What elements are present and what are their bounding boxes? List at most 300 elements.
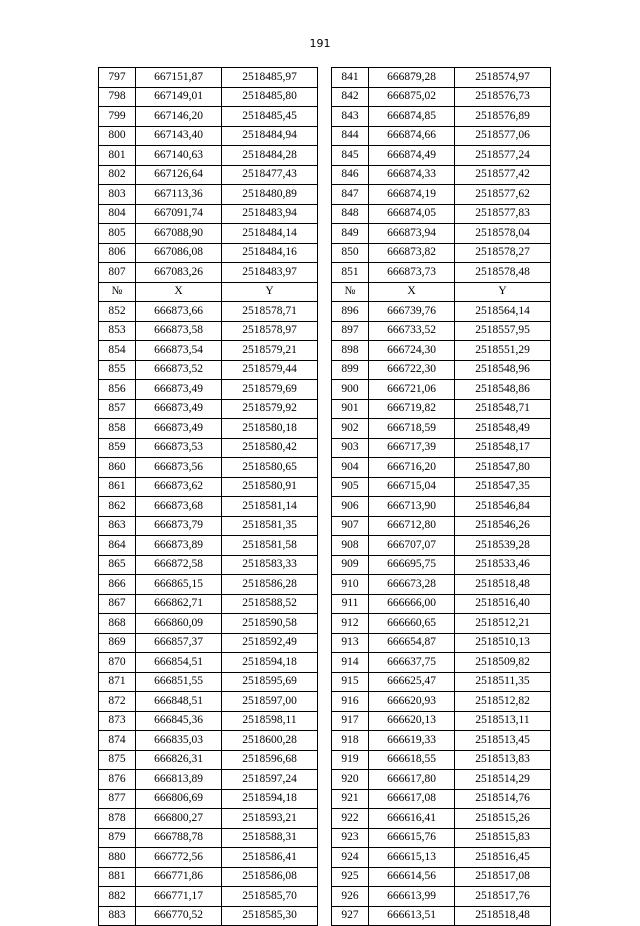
right-y-coordinate-cell: 2518517,08 bbox=[455, 867, 551, 887]
left-x-coordinate-cell: 666873,79 bbox=[136, 516, 222, 536]
right-y-coordinate-cell: 2518551,29 bbox=[455, 341, 551, 361]
left-y-coordinate-cell: 2518600,28 bbox=[222, 731, 318, 751]
table-row bbox=[99, 165, 551, 185]
left-x-coordinate-cell: 666862,71 bbox=[136, 594, 222, 614]
table-row bbox=[99, 107, 551, 127]
right-x-coordinate-cell: 666717,39 bbox=[369, 438, 455, 458]
left-x-coordinate-cell: 666873,53 bbox=[136, 438, 222, 458]
left-point-number-cell: 864 bbox=[99, 536, 136, 556]
left-point-number-cell: 866 bbox=[99, 575, 136, 595]
column-gap bbox=[318, 750, 332, 770]
right-x-coordinate-cell: 666673,28 bbox=[369, 575, 455, 595]
left-x-coordinate-cell: 667083,26 bbox=[136, 263, 222, 283]
right-point-number-cell: 843 bbox=[332, 107, 369, 127]
left-point-number-cell: 803 bbox=[99, 185, 136, 205]
left-point-number-cell: 801 bbox=[99, 146, 136, 166]
right-y-coordinate-cell: 2518511,35 bbox=[455, 672, 551, 692]
left-x-coordinate-cell: 666873,54 bbox=[136, 341, 222, 361]
column-gap bbox=[318, 692, 332, 712]
table-row bbox=[99, 731, 551, 751]
column-gap bbox=[318, 204, 332, 224]
table-row bbox=[99, 516, 551, 536]
right-x-coordinate-cell: 666613,51 bbox=[369, 906, 455, 926]
left-y-coordinate-cell: 2518579,92 bbox=[222, 399, 318, 419]
right-point-number-cell: 908 bbox=[332, 536, 369, 556]
right-y-coordinate-cell: 2518516,40 bbox=[455, 594, 551, 614]
column-gap bbox=[318, 633, 332, 653]
right-point-number-cell: 915 bbox=[332, 672, 369, 692]
right-y-coordinate-cell: 2518547,35 bbox=[455, 477, 551, 497]
right-x-coordinate-cell: 666625,47 bbox=[369, 672, 455, 692]
right-point-number-cell: 926 bbox=[332, 887, 369, 907]
left-y-coordinate-cell: 2518586,41 bbox=[222, 848, 318, 868]
left-point-number-cell: 800 bbox=[99, 126, 136, 146]
column-gap bbox=[318, 575, 332, 595]
table-row bbox=[99, 185, 551, 205]
table-row bbox=[99, 360, 551, 380]
right-point-number-cell: 844 bbox=[332, 126, 369, 146]
left-point-number-cell: 882 bbox=[99, 887, 136, 907]
column-gap bbox=[318, 224, 332, 244]
right-y-coordinate-cell: 2518513,83 bbox=[455, 750, 551, 770]
right-x-coordinate-cell: 666617,08 bbox=[369, 789, 455, 809]
coordinates-table bbox=[98, 67, 551, 926]
right-point-number-cell: 911 bbox=[332, 594, 369, 614]
left-y-coordinate-cell: 2518480,89 bbox=[222, 185, 318, 205]
left-point-number-cell: 852 bbox=[99, 302, 136, 322]
right-x-coordinate-cell: 666873,73 bbox=[369, 263, 455, 283]
left-point-number-cell: 858 bbox=[99, 419, 136, 439]
table-row bbox=[99, 263, 551, 283]
column-gap bbox=[318, 458, 332, 478]
right-x-coordinate-cell: 666874,33 bbox=[369, 165, 455, 185]
left-y-coordinate-cell: 2518484,16 bbox=[222, 243, 318, 263]
right-point-number-cell: 846 bbox=[332, 165, 369, 185]
right-y-coordinate-cell: 2518546,84 bbox=[455, 497, 551, 517]
column-gap bbox=[318, 477, 332, 497]
table-row bbox=[99, 750, 551, 770]
right-x-coordinate-cell: 666733,52 bbox=[369, 321, 455, 341]
left-point-number-cell: 861 bbox=[99, 477, 136, 497]
page-number: 191 bbox=[309, 37, 331, 50]
right-x-coordinate-cell: 666695,75 bbox=[369, 555, 455, 575]
left-x-coordinate-cell: 667126,64 bbox=[136, 165, 222, 185]
right-x-coordinate-cell: 666718,59 bbox=[369, 419, 455, 439]
right-point-number-cell: 913 bbox=[332, 633, 369, 653]
column-gap bbox=[318, 87, 332, 107]
left-y-coordinate-cell: 2518483,94 bbox=[222, 204, 318, 224]
table-row bbox=[99, 633, 551, 653]
column-gap bbox=[318, 165, 332, 185]
left-point-number-cell: 854 bbox=[99, 341, 136, 361]
left-y-coordinate-cell: 2518586,28 bbox=[222, 575, 318, 595]
column-gap bbox=[318, 341, 332, 361]
table-row bbox=[99, 438, 551, 458]
left-point-number-cell: 865 bbox=[99, 555, 136, 575]
right-point-number-cell: 910 bbox=[332, 575, 369, 595]
left-y-coordinate-cell: 2518578,97 bbox=[222, 321, 318, 341]
right-y-coordinate-cell: 2518574,97 bbox=[455, 68, 551, 88]
left-y-coordinate-cell: 2518581,14 bbox=[222, 497, 318, 517]
table-row bbox=[99, 68, 551, 88]
right-y-coordinate-cell: 2518576,73 bbox=[455, 87, 551, 107]
right-y-coordinate-cell: 2518557,95 bbox=[455, 321, 551, 341]
left-point-number-cell: 857 bbox=[99, 399, 136, 419]
left-x-coordinate-cell: 667143,40 bbox=[136, 126, 222, 146]
left-point-number-cell: 802 bbox=[99, 165, 136, 185]
right-x-coordinate-cell: 666617,80 bbox=[369, 770, 455, 790]
right-y-coordinate-cell: 2518514,29 bbox=[455, 770, 551, 790]
left-point-number-cell: 878 bbox=[99, 809, 136, 829]
left-x-coordinate-cell: 667113,36 bbox=[136, 185, 222, 205]
left-x-coordinate-cell: 666788,78 bbox=[136, 828, 222, 848]
column-gap bbox=[318, 594, 332, 614]
right-y-coordinate-cell: 2518515,83 bbox=[455, 828, 551, 848]
right-x-coordinate-cell: 666712,80 bbox=[369, 516, 455, 536]
left-point-number-cell: 874 bbox=[99, 731, 136, 751]
column-gap bbox=[318, 399, 332, 419]
left-point-number-cell: 853 bbox=[99, 321, 136, 341]
right-point-number-cell: 905 bbox=[332, 477, 369, 497]
right-point-number-cell: 909 bbox=[332, 555, 369, 575]
left-x-coordinate-cell: 666851,55 bbox=[136, 672, 222, 692]
right-point-number-cell: 850 bbox=[332, 243, 369, 263]
right-point-number-cell: 901 bbox=[332, 399, 369, 419]
left-x-coordinate-cell: 666873,56 bbox=[136, 458, 222, 478]
left-point-number-cell: 806 bbox=[99, 243, 136, 263]
column-gap bbox=[318, 438, 332, 458]
right-y-coordinate-cell: 2518518,48 bbox=[455, 906, 551, 926]
right-y-coordinate-cell: 2518548,86 bbox=[455, 380, 551, 400]
right-y-coordinate-cell: 2518533,46 bbox=[455, 555, 551, 575]
table-row bbox=[99, 653, 551, 673]
right-x-coordinate-cell: 666873,82 bbox=[369, 243, 455, 263]
right-point-number-cell: 904 bbox=[332, 458, 369, 478]
right-point-number-cell: 923 bbox=[332, 828, 369, 848]
table-row bbox=[99, 692, 551, 712]
right-point-number-cell: 925 bbox=[332, 867, 369, 887]
left-x-coordinate-cell: 667086,08 bbox=[136, 243, 222, 263]
right-y-coordinate-cell: 2518518,48 bbox=[455, 575, 551, 595]
left-point-number-cell: 876 bbox=[99, 770, 136, 790]
left-x-coordinate-cell: 667091,74 bbox=[136, 204, 222, 224]
table-row bbox=[99, 906, 551, 926]
right-y-coordinate-cell: 2518510,13 bbox=[455, 633, 551, 653]
left-y-coordinate-cell: 2518595,69 bbox=[222, 672, 318, 692]
column-gap bbox=[318, 653, 332, 673]
column-gap bbox=[318, 770, 332, 790]
left-x-coordinate-cell: 666873,62 bbox=[136, 477, 222, 497]
table-row bbox=[99, 126, 551, 146]
left-point-number-cell: 867 bbox=[99, 594, 136, 614]
right-point-number-cell: 851 bbox=[332, 263, 369, 283]
left-point-number-cell: 804 bbox=[99, 204, 136, 224]
left-point-number-cell: 863 bbox=[99, 516, 136, 536]
left-point-number-cell: 880 bbox=[99, 848, 136, 868]
left-y-coordinate-cell: 2518484,14 bbox=[222, 224, 318, 244]
left-x-coordinate-cell: 666873,58 bbox=[136, 321, 222, 341]
right-x-coordinate-cell: 666874,49 bbox=[369, 146, 455, 166]
right-point-number-cell: 924 bbox=[332, 848, 369, 868]
column-gap bbox=[318, 828, 332, 848]
left-y-coordinate-cell: 2518594,18 bbox=[222, 789, 318, 809]
left-y-coordinate-cell: 2518484,28 bbox=[222, 146, 318, 166]
column-gap bbox=[318, 867, 332, 887]
left-y-coordinate-cell: 2518598,11 bbox=[222, 711, 318, 731]
table-row bbox=[99, 146, 551, 166]
left-y-coordinate-cell: 2518485,80 bbox=[222, 87, 318, 107]
table-row bbox=[99, 555, 551, 575]
left-x-coordinate-cell: 667088,90 bbox=[136, 224, 222, 244]
column-gap bbox=[318, 302, 332, 322]
left-x-coordinate-cell: 666865,15 bbox=[136, 575, 222, 595]
column-gap bbox=[318, 282, 332, 302]
left-point-number-cell: 868 bbox=[99, 614, 136, 634]
right-y-coordinate-cell: 2518577,06 bbox=[455, 126, 551, 146]
table-row bbox=[99, 809, 551, 829]
left-y-coordinate-cell: 2518580,91 bbox=[222, 477, 318, 497]
right-x-coordinate-cell: 666874,66 bbox=[369, 126, 455, 146]
left-y-coordinate-cell: 2518593,21 bbox=[222, 809, 318, 829]
left-y-coordinate-cell: 2518586,08 bbox=[222, 867, 318, 887]
right-y-header: Y bbox=[455, 282, 551, 302]
right-y-coordinate-cell: 2518547,80 bbox=[455, 458, 551, 478]
column-gap bbox=[318, 68, 332, 88]
column-gap bbox=[318, 731, 332, 751]
right-x-coordinate-cell: 666874,19 bbox=[369, 185, 455, 205]
right-point-number-cell: 920 bbox=[332, 770, 369, 790]
left-y-coordinate-cell: 2518578,71 bbox=[222, 302, 318, 322]
left-x-coordinate-cell: 666857,37 bbox=[136, 633, 222, 653]
column-gap bbox=[318, 126, 332, 146]
left-y-coordinate-cell: 2518477,43 bbox=[222, 165, 318, 185]
right-x-coordinate-cell: 666615,13 bbox=[369, 848, 455, 868]
right-y-coordinate-cell: 2518514,76 bbox=[455, 789, 551, 809]
right-x-header: X bbox=[369, 282, 455, 302]
right-point-number-cell: 896 bbox=[332, 302, 369, 322]
table-row bbox=[99, 770, 551, 790]
left-y-coordinate-cell: 2518596,68 bbox=[222, 750, 318, 770]
left-y-coordinate-cell: 2518581,35 bbox=[222, 516, 318, 536]
right-point-number-cell: 841 bbox=[332, 68, 369, 88]
left-x-coordinate-cell: 667149,01 bbox=[136, 87, 222, 107]
table-row bbox=[99, 848, 551, 868]
left-y-coordinate-cell: 2518590,58 bbox=[222, 614, 318, 634]
column-gap bbox=[318, 243, 332, 263]
right-x-coordinate-cell: 666722,30 bbox=[369, 360, 455, 380]
right-point-number-cell: 845 bbox=[332, 146, 369, 166]
right-y-coordinate-cell: 2518577,62 bbox=[455, 185, 551, 205]
right-y-coordinate-cell: 2518509,82 bbox=[455, 653, 551, 673]
left-x-coordinate-cell: 666800,27 bbox=[136, 809, 222, 829]
left-x-coordinate-cell: 667146,20 bbox=[136, 107, 222, 127]
left-x-coordinate-cell: 666772,56 bbox=[136, 848, 222, 868]
right-x-coordinate-cell: 666614,56 bbox=[369, 867, 455, 887]
left-x-coordinate-cell: 666872,58 bbox=[136, 555, 222, 575]
left-point-number-cell: 870 bbox=[99, 653, 136, 673]
left-y-coordinate-cell: 2518484,94 bbox=[222, 126, 318, 146]
left-x-coordinate-cell: 666848,51 bbox=[136, 692, 222, 712]
column-gap bbox=[318, 263, 332, 283]
right-point-number-cell: 922 bbox=[332, 809, 369, 829]
table-row bbox=[99, 399, 551, 419]
left-point-number-cell: 871 bbox=[99, 672, 136, 692]
right-x-coordinate-cell: 666713,90 bbox=[369, 497, 455, 517]
right-y-coordinate-cell: 2518548,71 bbox=[455, 399, 551, 419]
table-row bbox=[99, 341, 551, 361]
right-x-coordinate-cell: 666874,85 bbox=[369, 107, 455, 127]
left-y-coordinate-cell: 2518485,97 bbox=[222, 68, 318, 88]
column-gap bbox=[318, 380, 332, 400]
left-number-header: № bbox=[99, 282, 136, 302]
left-x-coordinate-cell: 666771,86 bbox=[136, 867, 222, 887]
table-row bbox=[99, 497, 551, 517]
left-x-coordinate-cell: 666873,66 bbox=[136, 302, 222, 322]
table-row bbox=[99, 828, 551, 848]
right-x-coordinate-cell: 666874,05 bbox=[369, 204, 455, 224]
left-point-number-cell: 883 bbox=[99, 906, 136, 926]
right-x-coordinate-cell: 666637,75 bbox=[369, 653, 455, 673]
table-row bbox=[99, 224, 551, 244]
right-y-coordinate-cell: 2518515,26 bbox=[455, 809, 551, 829]
right-y-coordinate-cell: 2518513,45 bbox=[455, 731, 551, 751]
right-point-number-cell: 842 bbox=[332, 87, 369, 107]
left-y-coordinate-cell: 2518588,52 bbox=[222, 594, 318, 614]
column-gap bbox=[318, 536, 332, 556]
right-point-number-cell: 898 bbox=[332, 341, 369, 361]
left-point-number-cell: 875 bbox=[99, 750, 136, 770]
column-gap bbox=[318, 321, 332, 341]
table-row bbox=[99, 887, 551, 907]
right-number-header: № bbox=[332, 282, 369, 302]
column-gap bbox=[318, 848, 332, 868]
table-row bbox=[99, 302, 551, 322]
right-point-number-cell: 900 bbox=[332, 380, 369, 400]
left-x-coordinate-cell: 666826,31 bbox=[136, 750, 222, 770]
column-gap bbox=[318, 360, 332, 380]
left-y-coordinate-cell: 2518583,33 bbox=[222, 555, 318, 575]
right-x-coordinate-cell: 666879,28 bbox=[369, 68, 455, 88]
column-gap bbox=[318, 497, 332, 517]
column-gap bbox=[318, 516, 332, 536]
right-x-coordinate-cell: 666660,65 bbox=[369, 614, 455, 634]
column-gap bbox=[318, 789, 332, 809]
column-gap bbox=[318, 555, 332, 575]
left-x-coordinate-cell: 666813,89 bbox=[136, 770, 222, 790]
left-point-number-cell: 797 bbox=[99, 68, 136, 88]
right-y-coordinate-cell: 2518578,04 bbox=[455, 224, 551, 244]
column-gap bbox=[318, 185, 332, 205]
left-x-coordinate-cell: 666873,52 bbox=[136, 360, 222, 380]
right-point-number-cell: 919 bbox=[332, 750, 369, 770]
column-gap bbox=[318, 614, 332, 634]
right-point-number-cell: 912 bbox=[332, 614, 369, 634]
right-x-coordinate-cell: 666654,87 bbox=[369, 633, 455, 653]
left-x-coordinate-cell: 666854,51 bbox=[136, 653, 222, 673]
table-row bbox=[99, 204, 551, 224]
left-x-coordinate-cell: 666873,68 bbox=[136, 497, 222, 517]
right-x-coordinate-cell: 666724,30 bbox=[369, 341, 455, 361]
left-point-number-cell: 860 bbox=[99, 458, 136, 478]
table-row bbox=[99, 477, 551, 497]
right-point-number-cell: 927 bbox=[332, 906, 369, 926]
column-gap bbox=[318, 419, 332, 439]
right-point-number-cell: 903 bbox=[332, 438, 369, 458]
right-point-number-cell: 917 bbox=[332, 711, 369, 731]
left-x-header: X bbox=[136, 282, 222, 302]
table-row bbox=[99, 711, 551, 731]
table-row bbox=[99, 614, 551, 634]
left-x-coordinate-cell: 667140,63 bbox=[136, 146, 222, 166]
right-y-coordinate-cell: 2518577,24 bbox=[455, 146, 551, 166]
left-y-coordinate-cell: 2518579,21 bbox=[222, 341, 318, 361]
left-y-coordinate-cell: 2518588,31 bbox=[222, 828, 318, 848]
right-y-coordinate-cell: 2518564,14 bbox=[455, 302, 551, 322]
coordinates-table-body bbox=[99, 68, 551, 926]
right-y-coordinate-cell: 2518513,11 bbox=[455, 711, 551, 731]
left-point-number-cell: 873 bbox=[99, 711, 136, 731]
left-x-coordinate-cell: 666771,17 bbox=[136, 887, 222, 907]
right-x-coordinate-cell: 666619,33 bbox=[369, 731, 455, 751]
right-y-coordinate-cell: 2518576,89 bbox=[455, 107, 551, 127]
left-x-coordinate-cell: 666835,03 bbox=[136, 731, 222, 751]
right-x-coordinate-cell: 666715,04 bbox=[369, 477, 455, 497]
right-y-coordinate-cell: 2518516,45 bbox=[455, 848, 551, 868]
right-y-coordinate-cell: 2518512,21 bbox=[455, 614, 551, 634]
left-point-number-cell: 869 bbox=[99, 633, 136, 653]
table-row bbox=[99, 321, 551, 341]
left-point-number-cell: 799 bbox=[99, 107, 136, 127]
left-x-coordinate-cell: 667151,87 bbox=[136, 68, 222, 88]
right-x-coordinate-cell: 666613,99 bbox=[369, 887, 455, 907]
left-point-number-cell: 798 bbox=[99, 87, 136, 107]
right-y-coordinate-cell: 2518577,42 bbox=[455, 165, 551, 185]
table-row bbox=[99, 419, 551, 439]
right-x-coordinate-cell: 666615,76 bbox=[369, 828, 455, 848]
right-y-coordinate-cell: 2518578,48 bbox=[455, 263, 551, 283]
column-gap bbox=[318, 672, 332, 692]
right-point-number-cell: 902 bbox=[332, 419, 369, 439]
table-row bbox=[99, 87, 551, 107]
left-y-coordinate-cell: 2518597,00 bbox=[222, 692, 318, 712]
right-point-number-cell: 906 bbox=[332, 497, 369, 517]
left-y-coordinate-cell: 2518585,30 bbox=[222, 906, 318, 926]
right-x-coordinate-cell: 666707,07 bbox=[369, 536, 455, 556]
left-y-coordinate-cell: 2518580,18 bbox=[222, 419, 318, 439]
right-x-coordinate-cell: 666620,93 bbox=[369, 692, 455, 712]
column-gap bbox=[318, 887, 332, 907]
left-point-number-cell: 859 bbox=[99, 438, 136, 458]
left-y-header: Y bbox=[222, 282, 318, 302]
table-row bbox=[99, 575, 551, 595]
right-x-coordinate-cell: 666721,06 bbox=[369, 380, 455, 400]
left-y-coordinate-cell: 2518594,18 bbox=[222, 653, 318, 673]
right-point-number-cell: 847 bbox=[332, 185, 369, 205]
left-point-number-cell: 856 bbox=[99, 380, 136, 400]
right-y-coordinate-cell: 2518548,17 bbox=[455, 438, 551, 458]
right-x-coordinate-cell: 666666,00 bbox=[369, 594, 455, 614]
left-y-coordinate-cell: 2518581,58 bbox=[222, 536, 318, 556]
right-point-number-cell: 849 bbox=[332, 224, 369, 244]
left-y-coordinate-cell: 2518579,44 bbox=[222, 360, 318, 380]
right-x-coordinate-cell: 666739,76 bbox=[369, 302, 455, 322]
right-y-coordinate-cell: 2518517,76 bbox=[455, 887, 551, 907]
right-point-number-cell: 897 bbox=[332, 321, 369, 341]
column-gap bbox=[318, 809, 332, 829]
left-point-number-cell: 872 bbox=[99, 692, 136, 712]
table-row bbox=[99, 243, 551, 263]
left-x-coordinate-cell: 666770,52 bbox=[136, 906, 222, 926]
